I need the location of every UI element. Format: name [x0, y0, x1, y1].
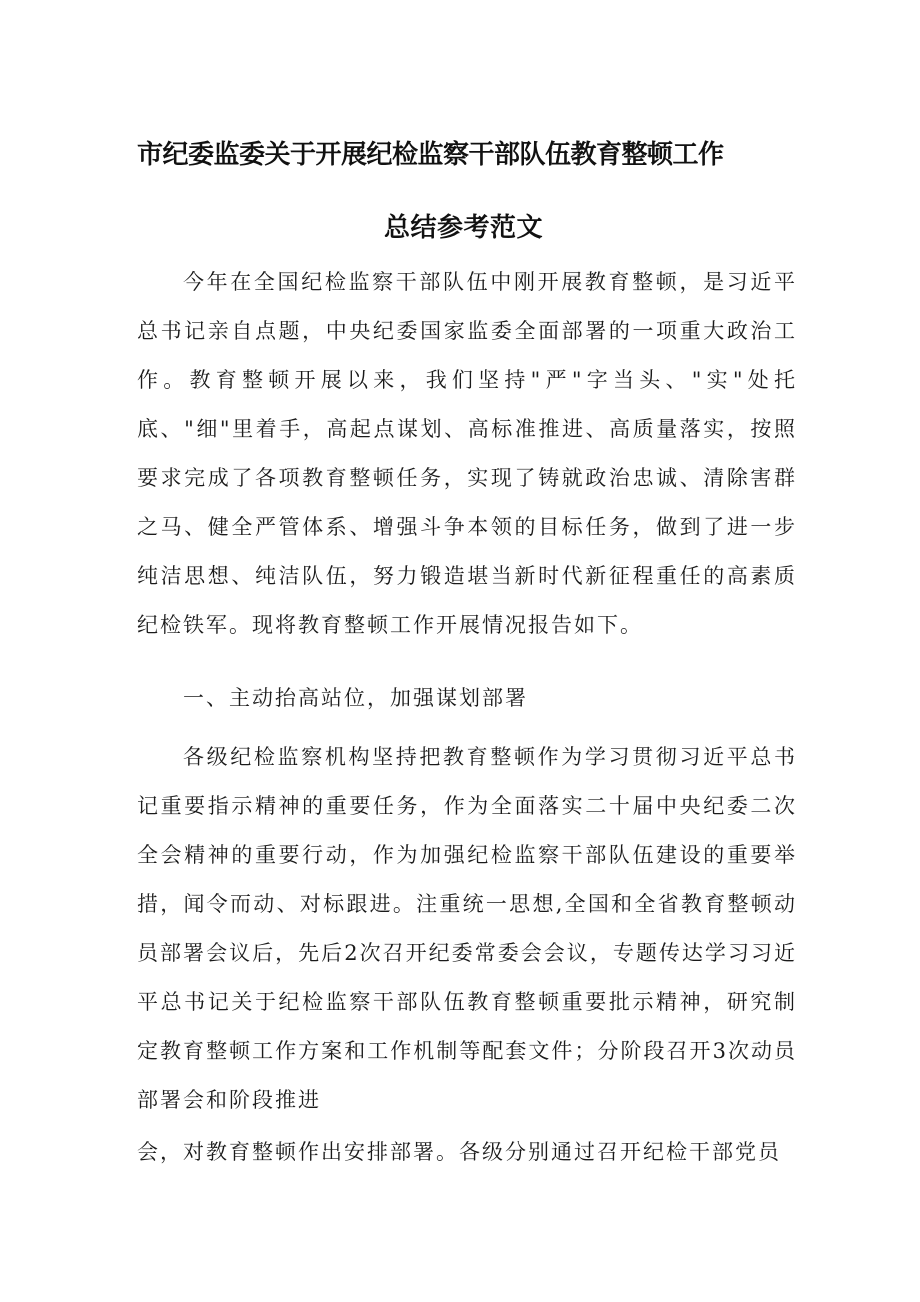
document-title-line-2: 总结参考范文 [384, 213, 544, 243]
paragraph-intro [137, 258, 797, 650]
paragraph-section-1 [137, 733, 797, 1125]
document-title-line-1: 市纪委监委关于开展纪检监察干部队伍教育整顿工作 [137, 140, 724, 170]
section-heading-1 [137, 674, 797, 723]
paragraph-text: 今年在全国纪检监察干部队伍中刚开展教育整顿，是习近平总书记亲自点题，中央纪委国家监委全面部署的一项重大政治工作。教育整顿开展以来，我们坚持"严"字当头、"实"处托底、"细"里着手，高起点谋划、高标准推进、高质量落实，按照要求完成了各项教育整顿任务，实现了铸就政治忠诚、清除害群之马、健全严管体系、增强斗争本领的目标任务，做到了进一步纯洁思想、纯洁队伍，努力锻造堪当新时代新征程重任的高素质纪检铁军。现将教育整顿工作开展情况报告如下。 [137, 270, 797, 637]
paragraph-text: 会，对教育整顿作出安排部署。各级分别通过召开纪检干部党员 [137, 1140, 781, 1164]
paragraph-continued [137, 1128, 797, 1177]
paragraph-text: 各级纪检监察机构坚持把教育整顿作为学习贯彻习近平总书记重要指示精神的重要任务，作为全面落实二十届中央纪委二次全会精神的重要行动，作为加强纪检监察干部队伍建设的重要举措，闻令而动、对标跟进。注重统一思想,全国和全省教育整顿动员部署会议后，先后2次召开纪委常委会会议，专题传达学习习近平总书记关于纪检监察干部队伍教育整顿重要批示精神，研究制定教育整顿工作方案和工作机制等配套文件；分阶段召开3次动员部署会和阶段推进 [137, 745, 797, 1112]
section-heading-text: 一、主动抬高站位，加强谋划部署 [183, 686, 528, 710]
